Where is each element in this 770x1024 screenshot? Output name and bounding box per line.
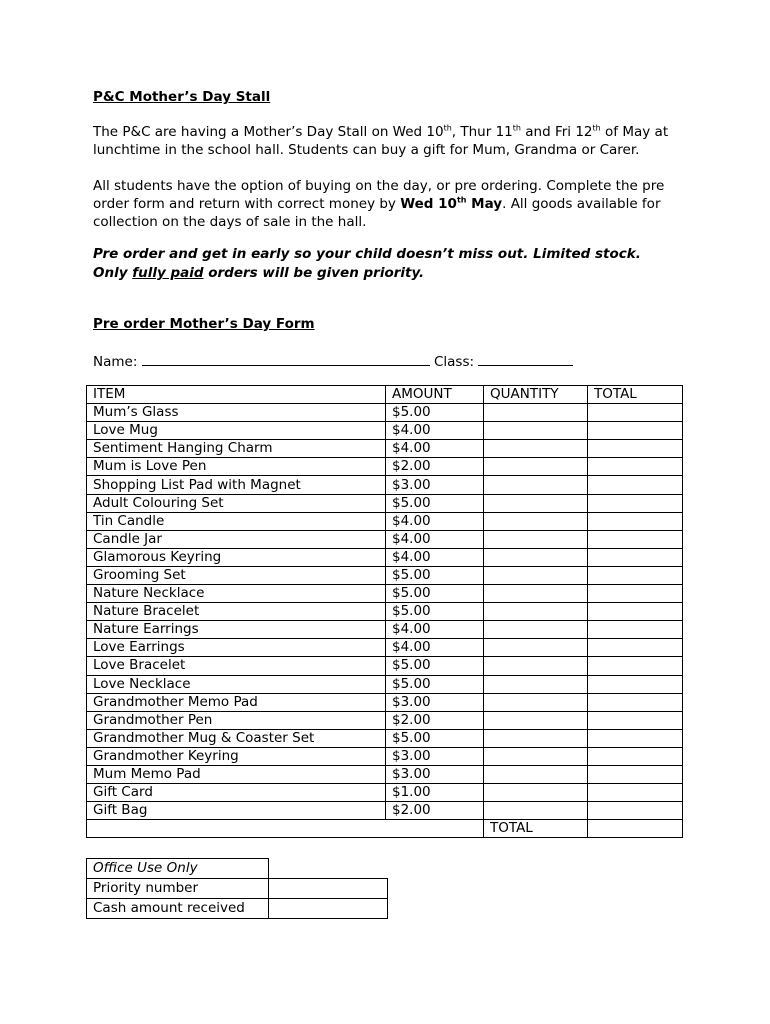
table-row (87, 566, 683, 584)
form-title: Pre order Mother’s Day Form (93, 316, 315, 332)
item-name: Sentiment Hanging Charm (87, 440, 386, 458)
item-name: Grandmother Pen (87, 711, 386, 729)
table-row (87, 585, 683, 603)
item-name: Love Mug (87, 422, 386, 440)
item-name: Gift Card (87, 784, 386, 802)
item-amount: $5.00 (386, 494, 484, 512)
quantity-cell[interactable] (484, 566, 588, 584)
total-cell[interactable] (588, 422, 683, 440)
table-row (87, 747, 683, 765)
name-field[interactable] (142, 352, 430, 366)
table-row (87, 639, 683, 657)
name-label: Name: (93, 354, 138, 370)
item-amount: $5.00 (386, 603, 484, 621)
item-name: Mum’s Glass (87, 404, 386, 422)
item-name: Gift Bag (87, 802, 386, 820)
item-amount: $4.00 (386, 440, 484, 458)
table-row (87, 729, 683, 747)
quantity-cell[interactable] (484, 747, 588, 765)
header-quantity: QUANTITY (484, 386, 588, 404)
item-name: Mum is Love Pen (87, 458, 386, 476)
quantity-cell[interactable] (484, 784, 588, 802)
footer-blank-cell (87, 820, 484, 838)
quantity-cell[interactable] (484, 621, 588, 639)
item-amount: $2.00 (386, 458, 484, 476)
table-row (87, 440, 683, 458)
item-amount: $5.00 (386, 675, 484, 693)
item-amount: $5.00 (386, 404, 484, 422)
table-row (87, 422, 683, 440)
total-cell[interactable] (588, 566, 683, 584)
item-amount: $4.00 (386, 621, 484, 639)
item-name: Love Bracelet (87, 657, 386, 675)
order-table (86, 385, 683, 838)
quantity-cell[interactable] (484, 404, 588, 422)
quantity-cell[interactable] (484, 585, 588, 603)
header-amount: AMOUNT (386, 386, 484, 404)
item-amount: $5.00 (386, 729, 484, 747)
table-row (87, 603, 683, 621)
quantity-cell[interactable] (484, 657, 588, 675)
header-item: ITEM (87, 386, 386, 404)
quantity-cell[interactable] (484, 693, 588, 711)
grand-total-cell[interactable] (588, 820, 683, 838)
item-amount: $5.00 (386, 657, 484, 675)
item-amount: $3.00 (386, 765, 484, 783)
item-name: Grandmother Keyring (87, 747, 386, 765)
table-row (87, 657, 683, 675)
item-name: Shopping List Pad with Magnet (87, 476, 386, 494)
item-amount: $3.00 (386, 693, 484, 711)
class-label: Class: (433, 354, 475, 370)
total-cell[interactable] (588, 729, 683, 747)
office-row-label: Priority number (87, 879, 269, 899)
item-amount: $2.00 (386, 802, 484, 820)
quantity-cell[interactable] (484, 802, 588, 820)
total-cell[interactable] (588, 548, 683, 566)
table-row (87, 711, 683, 729)
total-cell[interactable] (588, 784, 683, 802)
table-row (87, 675, 683, 693)
item-name: Grooming Set (87, 566, 386, 584)
name-class-row (93, 352, 573, 370)
total-cell[interactable] (588, 711, 683, 729)
table-header-row (87, 386, 683, 404)
item-amount: $3.00 (386, 747, 484, 765)
item-name: Nature Bracelet (87, 603, 386, 621)
total-cell[interactable] (588, 675, 683, 693)
item-name: Nature Necklace (87, 585, 386, 603)
item-amount: $4.00 (386, 639, 484, 657)
info-paragraph: All students have the option of buying on the day, or pre ordering. Complete the pre order form and return with correct money by Wed 10th May. All goods available for collection on the days of sale in the hall. (93, 178, 665, 230)
quantity-cell[interactable] (484, 765, 588, 783)
total-cell[interactable] (588, 494, 683, 512)
item-amount: $5.00 (386, 566, 484, 584)
office-header-blank (269, 859, 388, 879)
office-row (87, 879, 388, 899)
grand-total-label: TOTAL (484, 820, 588, 838)
quantity-cell[interactable] (484, 422, 588, 440)
table-row (87, 404, 683, 422)
total-cell[interactable] (588, 693, 683, 711)
total-cell[interactable] (588, 639, 683, 657)
office-use-header: Office Use Only (87, 859, 269, 879)
office-header-row (87, 859, 388, 879)
priority-notice: Pre order and get in early so your child doesn’t miss out. Limited stock. Only fully paid orders will be given priority. (93, 246, 641, 281)
item-name: Mum Memo Pad (87, 765, 386, 783)
item-amount: $5.00 (386, 585, 484, 603)
table-footer-row (87, 820, 683, 838)
table-row (87, 512, 683, 530)
item-name: Love Necklace (87, 675, 386, 693)
item-amount: $4.00 (386, 512, 484, 530)
quantity-cell[interactable] (484, 530, 588, 548)
quantity-cell[interactable] (484, 675, 588, 693)
table-row (87, 802, 683, 820)
quantity-cell[interactable] (484, 548, 588, 566)
office-row-label: Cash amount received (87, 899, 269, 919)
header-total: TOTAL (588, 386, 683, 404)
table-row (87, 765, 683, 783)
item-amount: $3.00 (386, 476, 484, 494)
total-cell[interactable] (588, 404, 683, 422)
item-name: Tin Candle (87, 512, 386, 530)
item-amount: $4.00 (386, 548, 484, 566)
table-row (87, 693, 683, 711)
item-name: Candle Jar (87, 530, 386, 548)
class-field[interactable] (478, 352, 573, 366)
quantity-cell[interactable] (484, 476, 588, 494)
total-cell[interactable] (588, 440, 683, 458)
item-name: Grandmother Memo Pad (87, 693, 386, 711)
total-cell[interactable] (588, 802, 683, 820)
intro-paragraph: The P&C are having a Mother’s Day Stall on Wed 10th, Thur 11th and Fri 12th of May at lunchtime in the school hall. Students can buy a gift for Mum, Grandma or Carer. (93, 123, 669, 158)
total-cell[interactable] (588, 512, 683, 530)
table-row (87, 548, 683, 566)
item-name: Love Earrings (87, 639, 386, 657)
office-row (87, 899, 388, 919)
total-cell[interactable] (588, 621, 683, 639)
quantity-cell[interactable] (484, 512, 588, 530)
quantity-cell[interactable] (484, 458, 588, 476)
item-name: Adult Colouring Set (87, 494, 386, 512)
office-use-table (86, 858, 388, 919)
table-row (87, 494, 683, 512)
total-cell[interactable] (588, 603, 683, 621)
quantity-cell[interactable] (484, 639, 588, 657)
table-row (87, 784, 683, 802)
item-amount: $1.00 (386, 784, 484, 802)
table-row (87, 476, 683, 494)
total-cell[interactable] (588, 585, 683, 603)
total-cell[interactable] (588, 476, 683, 494)
quantity-cell[interactable] (484, 711, 588, 729)
total-cell[interactable] (588, 458, 683, 476)
quantity-cell[interactable] (484, 440, 588, 458)
table-row (87, 530, 683, 548)
item-amount: $2.00 (386, 711, 484, 729)
table-row (87, 458, 683, 476)
item-name: Glamorous Keyring (87, 548, 386, 566)
quantity-cell[interactable] (484, 603, 588, 621)
item-amount: $4.00 (386, 530, 484, 548)
table-row (87, 621, 683, 639)
total-cell[interactable] (588, 657, 683, 675)
stall-heading: P&C Mother’s Day Stall (93, 89, 271, 105)
quantity-cell[interactable] (484, 494, 588, 512)
item-name: Grandmother Mug & Coaster Set (87, 729, 386, 747)
office-row-value[interactable] (269, 899, 388, 919)
item-amount: $4.00 (386, 422, 484, 440)
total-cell[interactable] (588, 765, 683, 783)
total-cell[interactable] (588, 747, 683, 765)
quantity-cell[interactable] (484, 729, 588, 747)
total-cell[interactable] (588, 530, 683, 548)
item-name: Nature Earrings (87, 621, 386, 639)
office-row-value[interactable] (269, 879, 388, 899)
